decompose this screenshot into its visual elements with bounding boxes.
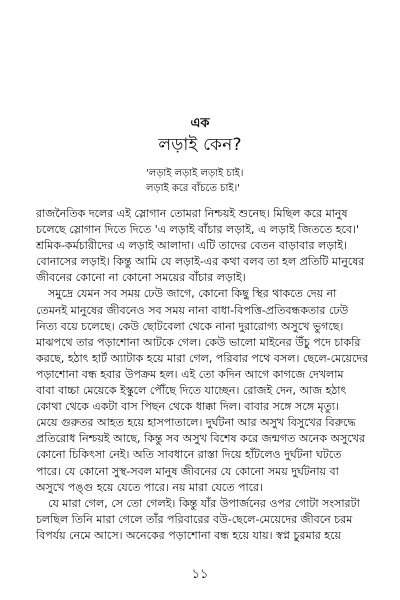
body-line: পারে। যে কোনো সুস্থ-সবল মানুষ জীবনের যে কোনো সময় দুর্ঘটনায় বা — [36, 464, 339, 478]
body-line: চলছিল তিনি মারা গেলে তাঁর পরিবারের বউ-ছেলে-মেয়েদের জীবনে চরম — [36, 512, 353, 526]
body-line: প্রতিরোধ নিশ্চয়ই আছে, কিন্তু সব অসুখ বিশেষ করে জন্মগত অনেক অসুখের — [36, 432, 366, 446]
epigraph — [146, 166, 243, 196]
body-line: বিপর্যয় নেমে আসে। অনেকের পড়াশোনা বন্ধ হয়ে যায়। স্বপ্ন চুরমার হয়ে — [36, 528, 341, 542]
page-number: ১১ — [191, 567, 209, 582]
body-line: করছে, হঠাৎ হার্ট অ্যাটাক হয়ে মারা গেল, পরিবার পথে বসল। ছেলে-মেয়েদের — [36, 351, 368, 365]
body-line: রাজনৈতিক দলের এই স্লোগান তোমরা নিশ্চয়ই শুনেছ। মিছিল করে মানুষ — [36, 207, 348, 220]
body-line: শ্রমিক-কর্মচারীদের এ লড়াই আলাদা। এটি তাদের বেতন বাড়াবার লড়াই। — [36, 239, 347, 253]
body-line: মেয়ে গুরুতর আহত হয়ে হাসপাতালে। দুর্ঘটনা আর অসুখ বিসুখের বিরুদ্ধে — [36, 416, 356, 430]
body-line: পড়াশোনা বন্ধ হবার উপক্রম হল। এই তো কদিন আগে কাগজে দেখলাম — [36, 367, 344, 381]
body-line: জীবনের কোনো না কোনো সময়ের বাঁচার লড়াই। — [36, 271, 246, 285]
body-line: যে মারা গেল, সে তো গেলই। কিন্তু যাঁর উপার্জনের ওপর গোটা সংসারটা — [48, 496, 360, 510]
body-line: তেমনই মানুষের জীবনেও সব সময় নানা বাধা-বিপত্তি-প্রতিবন্ধকতার ঢেউ — [36, 303, 349, 317]
body-text — [36, 206, 368, 544]
epigraph-line: লড়াই করে বাঁচতে চাই।' — [146, 183, 240, 194]
body-line: কোনো চিকিৎসা নেই। অতি সাবধানে রাস্তা দিয়ে হাঁটলেও দুর্ঘটনা ঘটতে — [36, 448, 342, 462]
body-line: বাবা বাচ্চা মেয়েকে ইস্কুলে পৌঁছে দিতে যাচ্ছেন। রোজই দেন, আজ হঠাৎ — [36, 384, 347, 398]
chapter-number: এক — [190, 116, 210, 131]
chapter-title: লড়াই কেন? — [158, 135, 242, 155]
body-line: কোথা থেকে একটা বাস পিছন থেকে ধাক্কা দিল। বাবার সঙ্গে সঙ্গে মৃত্যু। — [36, 400, 340, 414]
body-line: বোনাসের লড়াই। কিন্তু আমি যে লড়াই-এর কথা বলব তা হল প্রতিটি মানুষের — [36, 255, 365, 269]
epigraph-line: 'লড়াই লড়াই লড়াই চাই। — [146, 168, 244, 179]
body-line: মাঝপথে তার পড়াশোনা আটকে গেল। কেউ ভালো মাইনের উঁচু পদে চাকরি — [36, 335, 361, 349]
body-line: চলেছে স্লোগান দিতে দিতে 'এ লড়াই বাঁচার লড়াই, এ লড়াই জিততে হবে।' — [36, 223, 359, 237]
body-line: সমুদ্রে যেমন সব সময় ঢেউ জাগে, কোনো কিছু স্থির থাকতে দেয় না — [48, 287, 337, 301]
body-line: নিত্য বয়ে চলেছে। কেউ ছোটবেলা থেকে নানা দুরারোগ্য অসুখে ভুগছে। — [36, 319, 344, 333]
body-line: অসুখে পঙ্গু হয়ে যেতে পারে। নয় মারা যেতে পারে। — [36, 480, 264, 494]
